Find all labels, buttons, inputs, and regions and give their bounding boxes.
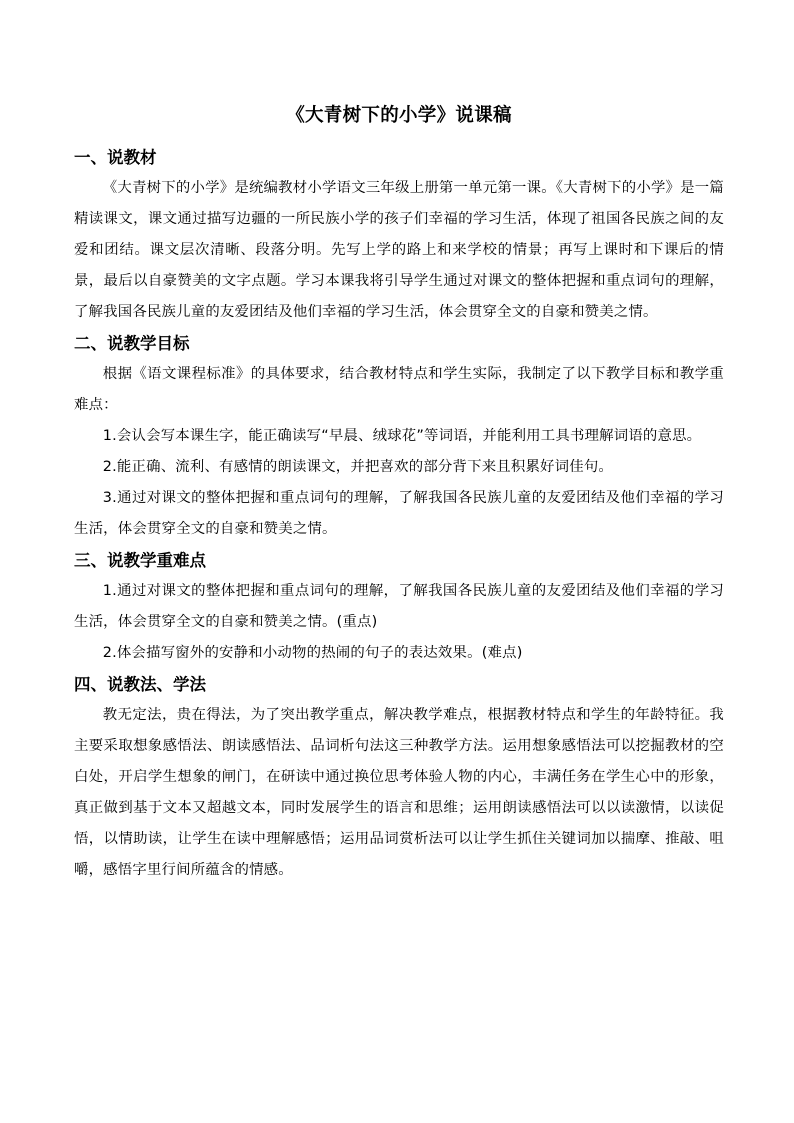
paragraph: 1.通过对课文的整体把握和重点词句的理解，了解我国各民族儿童的友爱团结及他们幸福的学习生活，体会贯穿全文的自豪和赞美之情。(重点): [74, 583, 724, 630]
section-teaching-goals: [74, 328, 724, 545]
section-heading: 一、说教材: [74, 148, 157, 167]
paragraph: 1.会认会写本课生字，能正确读写“早晨、绒球花”等词语，并能利用工具书理解词语的意思。: [102, 428, 702, 444]
section-heading: 二、说教学目标: [74, 334, 190, 353]
paragraph: 2.能正确、流利、有感情的朗读课文，并把喜欢的部分背下来且积累好词佳句。: [102, 459, 614, 475]
section-key-difficulties: [74, 545, 724, 669]
section-textbook: [74, 142, 724, 328]
section-teaching-methods: [74, 669, 724, 886]
document-page: [74, 100, 724, 886]
paragraph: 2.体会描写窗外的安静和小动物的热闹的句子的表达效果。(难点): [102, 645, 523, 661]
section-heading: 四、说教法、学法: [74, 675, 206, 694]
paragraph: 3.通过对课文的整体把握和重点词句的理解，了解我国各民族儿童的友爱团结及他们幸福的学习生活，体会贯穿全文的自豪和赞美之情。: [74, 490, 724, 537]
paragraph: 《大青树下的小学》是统编教材小学语文三年级上册第一单元第一课。《大青树下的小学》是一篇精读课文，课文通过描写边疆的一所民族小学的孩子们幸福的学习生活，体现了祖国各民族之间的友爱和团结。课文层次清晰、段落分明。先写上学的路上和来学校的情景；再写上课时和下课后的情景，最后以自豪赞美的文字点题。学习本课我将引导学生通过对课文的整体把握和重点词句的理解，了解我国各民族儿童的友爱团结及他们幸福的学习生活，体会贯穿全文的自豪和赞美之情。: [74, 180, 724, 320]
document-title: 《大青树下的小学》说课稿: [286, 105, 512, 126]
paragraph: 根据《语文课程标准》的具体要求，结合教材特点和学生实际，我制定了以下教学目标和教学重难点：: [74, 366, 724, 413]
section-heading: 三、说教学重难点: [74, 551, 206, 570]
paragraph: 教无定法，贵在得法，为了突出教学重点，解决教学难点，根据教材特点和学生的年龄特征。我主要采取想象感悟法、朗读感悟法、品词析句法这三种教学方法。运用想象感悟法可以挖掘教材的空白处，开启学生想象的闸门，在研读中通过换位思考体验人物的内心，丰满任务在学生心中的形象，真正做到基于文本又超越文本，同时发展学生的语言和思维；运用朗读感悟法可以以读激情，以读促悟，以情助读，让学生在读中理解感悟；运用品词赏析法可以让学生抓住关键词加以揣摩、推敲、咀嚼，感悟字里行间所蕴含的情感。: [74, 707, 724, 878]
